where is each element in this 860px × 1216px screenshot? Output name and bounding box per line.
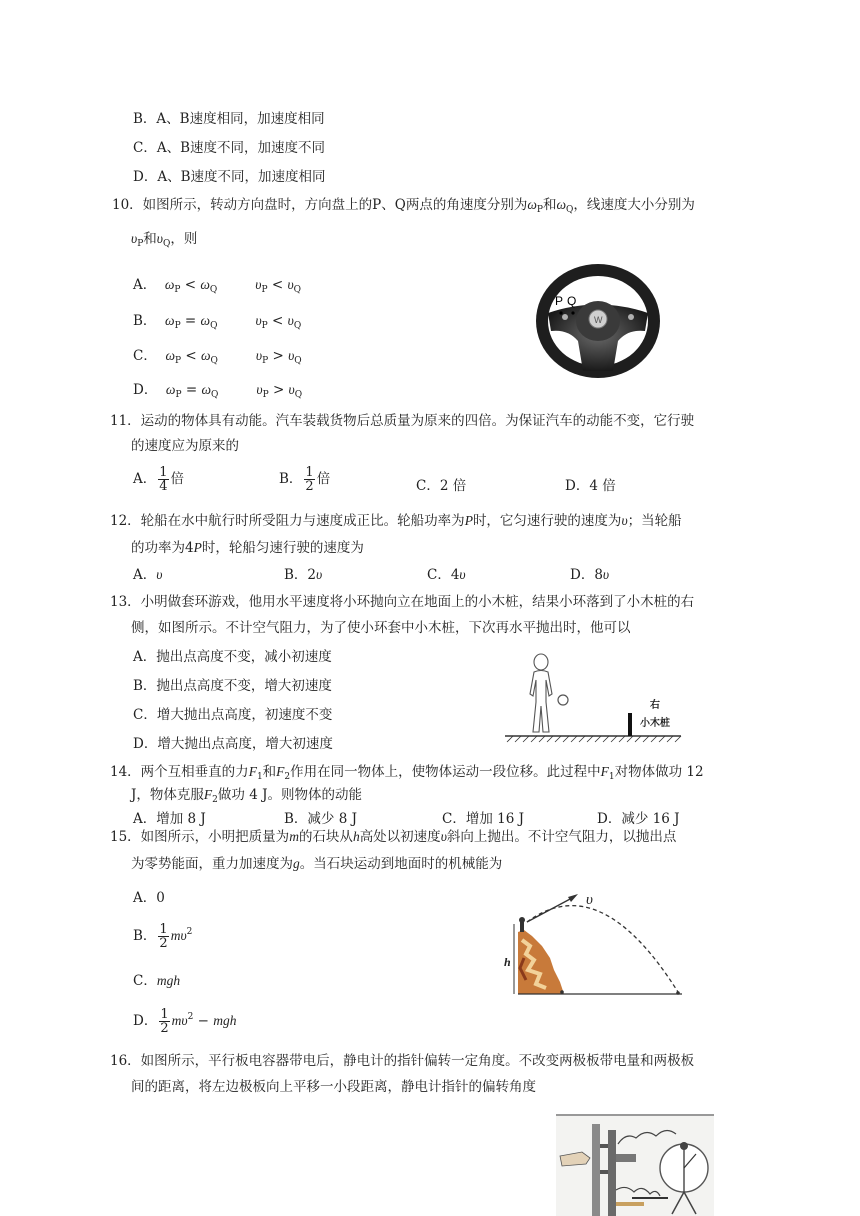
q13-option-c: C．增大抛出点高度，初速度不变: [133, 707, 333, 723]
q12-option-b: B．2υ: [284, 567, 323, 583]
q15-stem-line2: 为零势能面，重力加速度为g。当石块运动到地面时的机械能为: [131, 856, 503, 872]
q10-option-a: A． $\omega_P < \omega_Q$ $\upsilon_P < \upsilon_Q$: [133, 277, 302, 295]
q12-stem-line2: 的功率为4P时，轮船匀速行驶的速度为: [131, 540, 364, 556]
q10-stem-line1: 10．如图所示，转动方向盘时，方向盘上的P、Q两点的角速度分别为$\omega_P$和$\omega_Q$，线速度大小分别为: [112, 197, 695, 215]
height-label: h: [504, 955, 511, 969]
left-plate: [592, 1124, 600, 1216]
right-side-label: 右: [650, 700, 660, 711]
ring-toss-figure: [505, 650, 700, 745]
q15-option-a: A．0: [133, 890, 165, 906]
q14-option-c: C．增加 16 J: [442, 811, 525, 827]
svg-text:W: W: [594, 315, 603, 325]
q12-option-a: A．υ: [133, 567, 163, 583]
right-plate: [608, 1130, 616, 1216]
q15-option-d: D． $\frac{1}{2}$ $m\upsilon^2$ − mgh: [133, 1007, 237, 1036]
q9-option-b: B．A、B速度相同，加速度相同: [133, 111, 325, 127]
thrower-figure: [520, 922, 524, 932]
stake-label: 小木桩: [640, 718, 670, 729]
q14-stem-line2: J，物体克服$F_2$做功 4 J。则物体的动能: [131, 787, 362, 805]
q11-option-a: A． $\frac{1}{4}$ 倍: [133, 465, 185, 494]
q11-option-c: C．2 倍: [416, 478, 467, 494]
ground-hatch: [507, 736, 681, 742]
point-q-label: Q: [567, 294, 577, 308]
velocity-label: υ: [586, 892, 593, 908]
point-p-label: P: [555, 294, 564, 308]
q14-option-b: B．减少 8 J: [284, 811, 358, 827]
q9-option-d: D．A、B速度不同，加速度相同: [133, 169, 326, 185]
q10-stem-line2: $\upsilon_P$和$\upsilon_Q$，则: [131, 231, 198, 249]
q13-option-d: D．增大抛出点高度，增大初速度: [133, 736, 333, 752]
q13-stem-line1: 13．小明做套环游戏，他用水平速度将小环抛向立在地面上的小木桩，结果小环落到了小木桩的右: [110, 594, 695, 610]
q14-stem-line1: 14．两个互相垂直的力$F_1$和$F_2$作用在同一物体上，使物体运动一段位移。此过程中$F_1$对物体做功 12: [110, 764, 704, 782]
q14-option-d: D．减少 16 J: [597, 811, 680, 827]
q11-stem-line2: 的速度应为原来的: [131, 438, 239, 454]
point-q-dot: [571, 311, 574, 314]
q10-option-d: D． $\omega_P = \omega_Q$ $\upsilon_P > \upsilon_Q$: [133, 382, 303, 400]
projectile-figure: [500, 888, 690, 996]
q11-option-b: B． $\frac{1}{2}$ 倍: [279, 465, 331, 494]
q10-option-c: C． $\omega_P < \omega_Q$ $\upsilon_P > \upsilon_Q$: [133, 348, 302, 366]
stake-post: [628, 713, 632, 736]
q15-stem-line1: 15．如图所示，小明把质量为m的石块从h高处以初速度υ斜向上抛出。不计空气阻力，以抛出点: [110, 829, 677, 845]
q13-stem-line2: 侧，如图所示。不计空气阻力，为了使小环套中小木桩，下次再水平抛出时，他可以: [131, 620, 631, 636]
person-icon: [530, 654, 552, 732]
q13-option-a: A．抛出点高度不变，减小初速度: [133, 649, 332, 665]
q11-option-d: D．4 倍: [565, 478, 616, 494]
point-p-dot: [559, 311, 562, 314]
q10-option-b: B． $\omega_P = \omega_Q$ $\upsilon_P < \upsilon_Q$: [133, 313, 302, 331]
q12-option-d: D．8υ: [570, 567, 610, 583]
ring-icon: [558, 695, 568, 705]
q12-stem-line1: 12．轮船在水中航行时所受阻力与速度成正比。轮船功率为P时，它匀速行驶的速度为υ；当轮船: [110, 513, 682, 529]
q9-option-c: C．A、B速度不同，加速度不同: [133, 140, 325, 156]
q12-option-c: C．4υ: [427, 567, 466, 583]
q13-option-b: B．抛出点高度不变，增大初速度: [133, 678, 332, 694]
q14-option-a: A．增加 8 J: [133, 811, 206, 827]
steering-wheel-figure: [533, 261, 663, 381]
velocity-arrow: [527, 898, 572, 922]
q15-option-b: B． $\frac{1}{2}$ $m\upsilon^2$: [133, 922, 193, 951]
q11-stem-line1: 11．运动的物体具有动能。汽车装载货物后总质量为原来的四倍。为保证汽车的动能不变，它行驶: [110, 413, 695, 429]
q16-stem-line1: 16．如图所示，平行板电容器带电后，静电计的指针偏转一定角度。不改变两极板带电量和两极板: [110, 1053, 695, 1069]
q16-stem-line2: 间的距离，将左边极板向上平移一小段距离，静电计指针的偏转角度: [131, 1079, 536, 1095]
capacitor-electroscope-figure: [556, 1114, 716, 1216]
q15-option-c: C．mgh: [133, 973, 181, 989]
